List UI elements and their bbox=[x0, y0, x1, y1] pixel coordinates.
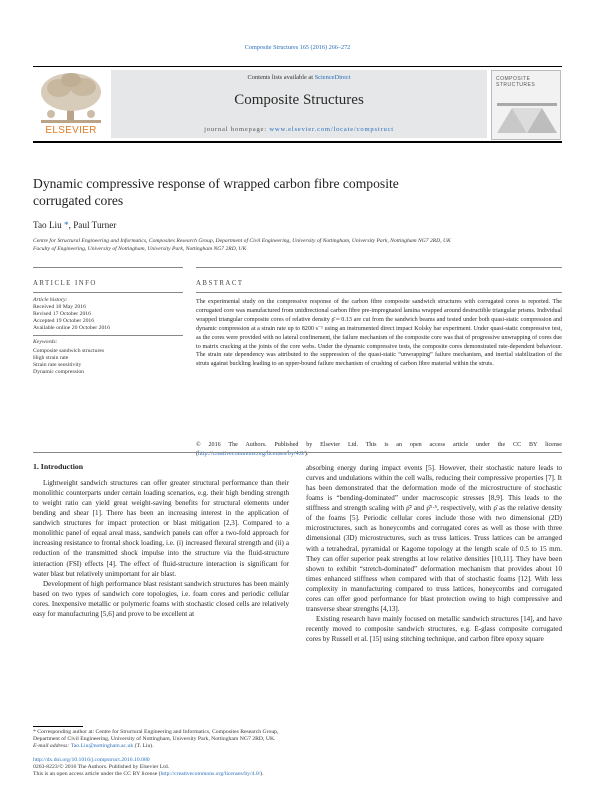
keyword[interactable]: Strain rate sensitivity bbox=[33, 362, 82, 368]
journal-title[interactable]: Composite Structures bbox=[234, 92, 364, 108]
keyword[interactable]: Dynamic compression bbox=[33, 369, 85, 375]
article-title-line-2: corrugated cores bbox=[33, 193, 124, 208]
publisher-name[interactable]: ELSEVIER bbox=[45, 125, 97, 136]
author-list bbox=[33, 220, 116, 230]
email-label: E-mail address: bbox=[33, 743, 71, 750]
author-separator: , bbox=[68, 220, 74, 230]
affiliation-2: Faculty of Engineering, University of Nottingham, University Park, Nottingham NG7 2RD, UK bbox=[33, 246, 247, 252]
keywords-rule bbox=[33, 335, 183, 336]
abstract-label: ABSTRACT bbox=[196, 280, 244, 287]
revised-date: Revised 17 October 2016 bbox=[33, 311, 91, 317]
journal-homepage bbox=[111, 126, 487, 133]
bottom-publication-info bbox=[33, 757, 563, 778]
body-column-left bbox=[33, 478, 289, 619]
author-liu[interactable]: Tao Liu bbox=[33, 220, 62, 230]
affiliation-1: Centre for Structural Engineering and Informatics, Composites Research Group, Department of Civil Engineering, University of Nottingham, University Park, Nottingham NG7 2RD, UK bbox=[33, 238, 451, 244]
accepted-date: Accepted 19 October 2016 bbox=[33, 318, 95, 324]
header-rule-bottom bbox=[33, 141, 562, 143]
corresponding-author-note: * Corresponding author at: Centre for Structural Engineering and Informatics, Composites Research Group, Department of Civil Engineering, University of Nottingham, University Park, Nottingham NG7 2RD, UK. bbox=[33, 729, 279, 743]
license-link[interactable]: http://creativecommons.org/licenses/by/4.0/ bbox=[160, 771, 261, 778]
contents-line bbox=[111, 74, 487, 81]
author-turner[interactable]: Paul Turner bbox=[73, 220, 117, 230]
keyword[interactable]: High strain rate bbox=[33, 355, 69, 361]
abstract-rule-2 bbox=[196, 292, 562, 293]
intro-paragraph-1: Lightweight sandwich structures can offer greater structural performance than their monolithic counterparts under certain loading scenarios, e.g. their high bending strength to weight ratio can yield great weight-saving benefits for structural elements under bending and shear [1]. There has been an increasing interest in the application of sandwich structures for impact protection or blast mitigation [2,3]. Compared to a monolithic panel of equal areal mass, sandwich panels can offer a two-fold approach for increasing resistance to frontal shock loading, i.e. (i) increased flexural strength and (ii) a reduction of the transmitted shock impulse into the structure via the fluid-structure interaction (FSI) effects [4]. The effect of fluid-structure interaction is significant for water blast but relatively unimportant for air blast. bbox=[33, 479, 289, 578]
journal-cover-thumbnail[interactable] bbox=[491, 70, 561, 140]
copyright-end: ). bbox=[304, 450, 309, 457]
copyright-text: © 2016 The Authors. Published by Elsevier Ltd. This is an open access article under the CC BY license ( bbox=[196, 442, 562, 457]
online-date: Available online 20 October 2016 bbox=[33, 325, 110, 331]
article-info-label: ARTICLE INFO bbox=[33, 280, 97, 287]
contents-prefix: Contents lists available at bbox=[247, 74, 315, 81]
elsevier-tree-icon bbox=[33, 70, 109, 126]
article-info-rule-2 bbox=[33, 292, 183, 293]
keyword[interactable]: Composite sandwich structures bbox=[33, 348, 105, 354]
cover-label: COMPOSITE STRUCTURES bbox=[496, 76, 536, 88]
homepage-prefix: journal homepage: bbox=[204, 126, 270, 133]
abstract-text: The experimental study on the compressive response of the carbon fibre composite sandwich structures with corrugated cores is reported. The corrugated core was manufactured from unidirectional carbon fibre pre-impregnated lamina wrapped around destructible triangular prisms. Individual wrapped triangular composite cores of relative density ρ̄ ≈ 0.13 are cut from the sandwich beams and tested under both quasi-static compression and dynamic compression at a strain rate up to 8200 s⁻¹ using an instrumented direct impact Kolsky bar experiment. Under quasi-static compressive test, as the cores were provided with no lateral confinement, the failure mechanism of the composite core was that of progressive unwrapping of cores due to matrix cracking at the joints of the core webs. Under the dynamic compressive tests, the composite cores demonstrated rate-dependent behaviour. The strain rate dependency was attributed to the suppression of the quasi-static “unwrapping” failure mechanism, and inertial stabilization of the struts against buckling leading to an upper-bound failure mechanism of crushing of carbon fibre material within the struts. bbox=[196, 299, 562, 368]
journal-citation[interactable]: Composite Structures 165 (2016) 266–272 bbox=[244, 44, 351, 51]
abstract-bottom-rule bbox=[33, 452, 562, 453]
doi-link[interactable]: http://dx.doi.org/10.1016/j.compstruct.2016.10.080 bbox=[33, 757, 150, 763]
abstract-copyright bbox=[196, 441, 562, 459]
cover-pattern-icon bbox=[497, 93, 557, 133]
footnote-rule bbox=[33, 726, 83, 727]
article-title-line-1: Dynamic compressive response of wrapped carbon fibre composite bbox=[33, 176, 399, 191]
corresponding-author-mark[interactable]: * bbox=[61, 220, 69, 230]
body-column-right bbox=[306, 463, 562, 644]
received-date: Received 18 May 2016 bbox=[33, 304, 86, 310]
cc-license-link[interactable]: http://creativecommons.org/licenses/by/4.0/ bbox=[198, 450, 305, 457]
section-heading-introduction: 1. Introduction bbox=[33, 462, 84, 471]
header-rule-top bbox=[33, 66, 562, 67]
license-prefix: This is an open access article under the CC BY license ( bbox=[33, 771, 161, 778]
issn-line: 0263-8223/© 2016 The Authors. Published by Elsevier Ltd. bbox=[33, 764, 170, 771]
homepage-link[interactable]: www.elsevier.com/locate/compstruct bbox=[269, 126, 394, 133]
keywords-heading: Keywords: bbox=[33, 339, 58, 345]
intro-paragraph-3: absorbing energy during impact events [5]. However, their stochastic nature leads to curves and undulations within the cell walls, reducing their compressive properties [7]. It has been demonstrated that the deformation mode of the microstructure of stochastic foams is “bending-dominated” under macroscopic stresses [8,9]. This leads to the stiffness and strength scaling with ρ̄² and ρ̄¹·⁵, respectively, with ρ̄ as the relative density of the foams [5]. Periodic cellular cores include those with two dimensional (2D) microstructures, such as honeycombs and corrugated cores as well as those with three dimensional (3D) microstructures, such as truss lattices. Truss lattices can be arranged with a tetrahedral, pyramidal or Kagome topology at the length scale of 0.5 to 15 mm. They can offer superior peak strengths at low relative densities [10,11]. They have been shown to exhibit “stretch-dominated” deformation mechanism that provides about 10 times enhanced stiffness when compared with that of stochastic foams [12]. With less complexity in manufacturing compared to truss lattices, honeycombs and corrugated cores can offer good performance for blast protection owing to high compressive and transverse shear strengths [4,13]. bbox=[306, 464, 562, 613]
keywords-block bbox=[33, 339, 183, 376]
intro-paragraph-2: Development of high performance blast resistant sandwich structures has been mainly based on two types of sandwich core topologies, i.e. foam cores and periodic cellular cores. Inexpensive metallic or polymeric foams with stochastic closed cells are relatively easy for manufacturing [5,6] and prove to be excellent at bbox=[33, 579, 289, 618]
article-title bbox=[33, 175, 503, 209]
corresponding-footnote bbox=[33, 729, 289, 751]
article-history bbox=[33, 297, 183, 332]
intro-paragraph-4: Existing research have mainly focused on metallic sandwich structures [14], and have recently moved to composite sandwich structures, e.g. E-glass composite corrugated cores by Russell et al. [15] using stitching technique, and carbon fibre epoxy square bbox=[306, 614, 562, 644]
license-end: ). bbox=[260, 771, 264, 778]
sciencedirect-link[interactable]: ScienceDirect bbox=[314, 74, 351, 81]
history-heading: Article history: bbox=[33, 297, 68, 303]
email-link[interactable]: Tao.Liu@nottingham.ac.uk bbox=[70, 743, 134, 750]
article-info-rule bbox=[33, 267, 183, 268]
email-end: (T. Liu). bbox=[133, 743, 154, 750]
abstract-rule bbox=[196, 267, 562, 268]
